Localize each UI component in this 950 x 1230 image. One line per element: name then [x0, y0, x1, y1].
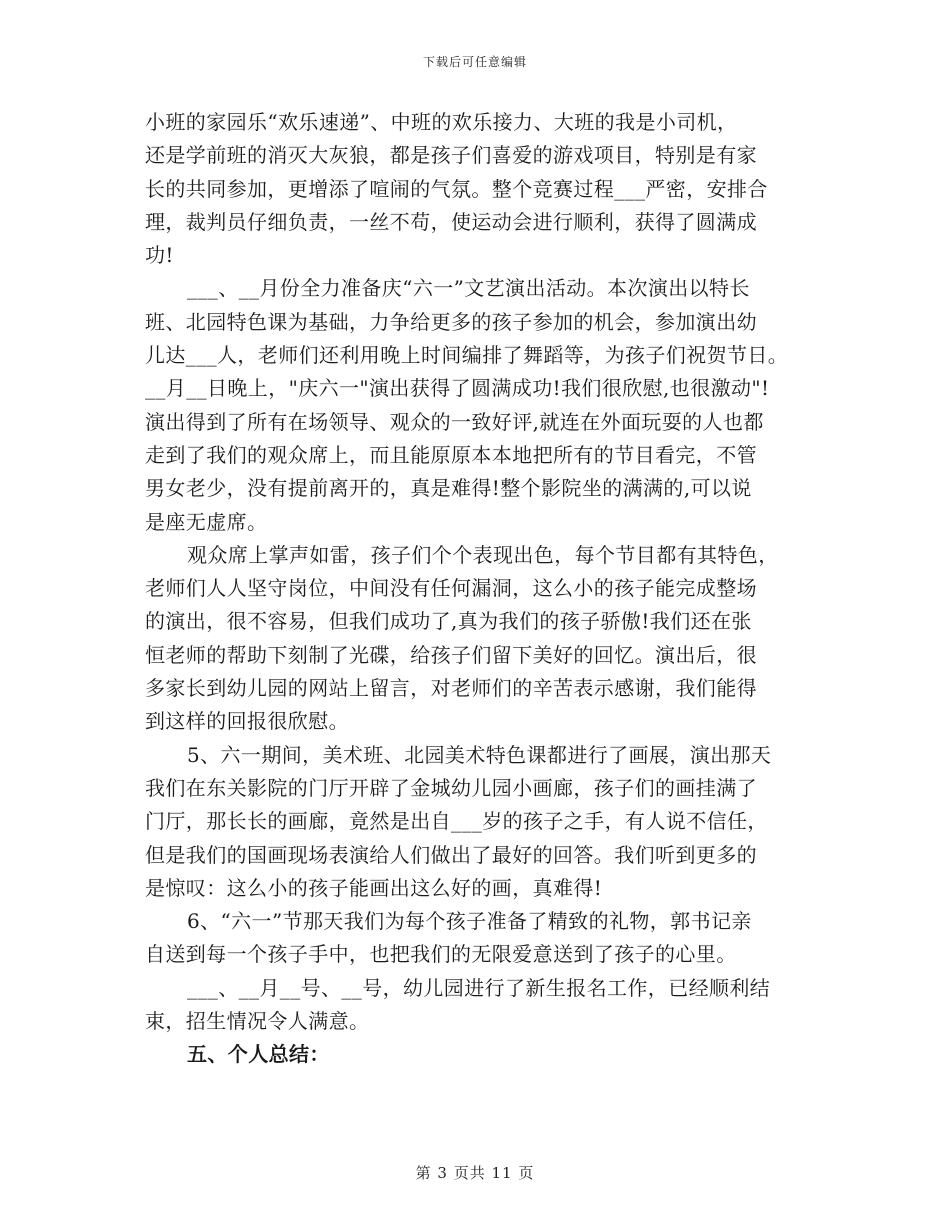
text-line: 自送到每一个孩子手中，也把我们的无限爱意送到了孩子的心里。 [145, 942, 737, 967]
text-line: 还是学前班的消灭大灰狼，都是孩子们喜爱的游戏项目，特别是有家 [145, 143, 757, 168]
section-heading: 五、个人总结： [187, 1042, 330, 1067]
text-line: 门厅，那长长的画廊，竟然是出自___岁的孩子之手，有人说不信任， [145, 809, 768, 834]
text-line: 理，裁判员仔细负责，一丝不苟，使运动会进行顺利，获得了圆满成 [145, 209, 757, 234]
document-body [145, 106, 810, 1072]
text-line: 演出得到了所有在场领导、观众的一致好评,就连在外面玩耍的人也都 [145, 409, 764, 434]
page-header: 下载后可任意编辑 [422, 55, 527, 69]
text-line: 束，招生情况令人满意。 [145, 1009, 370, 1034]
paragraph-start-line: ___、__月__号、__号，幼儿园进行了新生报名工作，已经顺利结 [187, 975, 771, 1000]
page-number-footer: 第 3 页共 11 页 [415, 1164, 535, 1182]
text-line: 我们在东关影院的门厅开辟了金城幼儿园小画廊，孩子们的画挂满了 [145, 775, 757, 800]
paragraph-start-line: ___、__月份全力准备庆“六一”文艺演出活动。本次演出以特长 [187, 276, 750, 301]
text-line: 儿达___人，老师们还利用晚上时间编排了舞蹈等，为孩子们祝贺节日。 [145, 343, 789, 368]
text-line: 小班的家园乐“欢乐速递”、中班的欢乐接力、大班的我是小司机， [145, 110, 738, 134]
paragraph-start-line: 6、“六一”节那天我们为每个孩子准备了精致的礼物，郭书记亲 [187, 909, 752, 934]
text-line: 到这样的回报很欣慰。 [145, 709, 349, 734]
paragraph-start-line: 5、六一期间，美术班、北园美术特色课都进行了画展，演出那天 [187, 742, 772, 767]
text-line: 男女老少，没有提前离开的，真是难得!整个影院坐的满满的,可以说 [145, 476, 752, 501]
text-line: 恒老师的帮助下刻制了光碟，给孩子们留下美好的回忆。演出后，很 [145, 642, 757, 667]
text-line: 的演出，很不容易，但我们成功了,真为我们的孩子骄傲!我们还在张 [145, 609, 752, 634]
text-line: 走到了我们的观众席上，而且能原原本本地把所有的节目看完，不管 [145, 442, 757, 467]
text-line: 老师们人人坚守岗位，中间没有任何漏洞，这么小的孩子能完成整场 [145, 576, 757, 601]
text-line: 班、北园特色课为基础，力争给更多的孩子参加的机会，参加演出幼 [145, 309, 757, 334]
text-line: 是座无虚席。 [145, 509, 268, 534]
text-line: 但是我们的国画现场表演给人们做出了最好的回答。我们听到更多的 [145, 842, 757, 867]
text-line: __月__日晚上，"庆六一"演出获得了圆满成功!我们很欣慰,也很激动"! [145, 376, 770, 401]
paragraph-start-line: 观众席上掌声如雷，孩子们个个表现出色，每个节目都有其特色， [187, 542, 779, 567]
text-line: 多家长到幼儿园的网站上留言，对老师们的辛苦表示感谢，我们能得 [145, 676, 757, 701]
text-line: 功! [145, 243, 174, 268]
text-line: 长的共同参加，更增添了喧闹的气氛。整个竞赛过程___严密，安排合 [145, 176, 768, 201]
text-line: 是惊叹：这么小的孩子能画出这么好的画，真难得! [145, 875, 603, 900]
